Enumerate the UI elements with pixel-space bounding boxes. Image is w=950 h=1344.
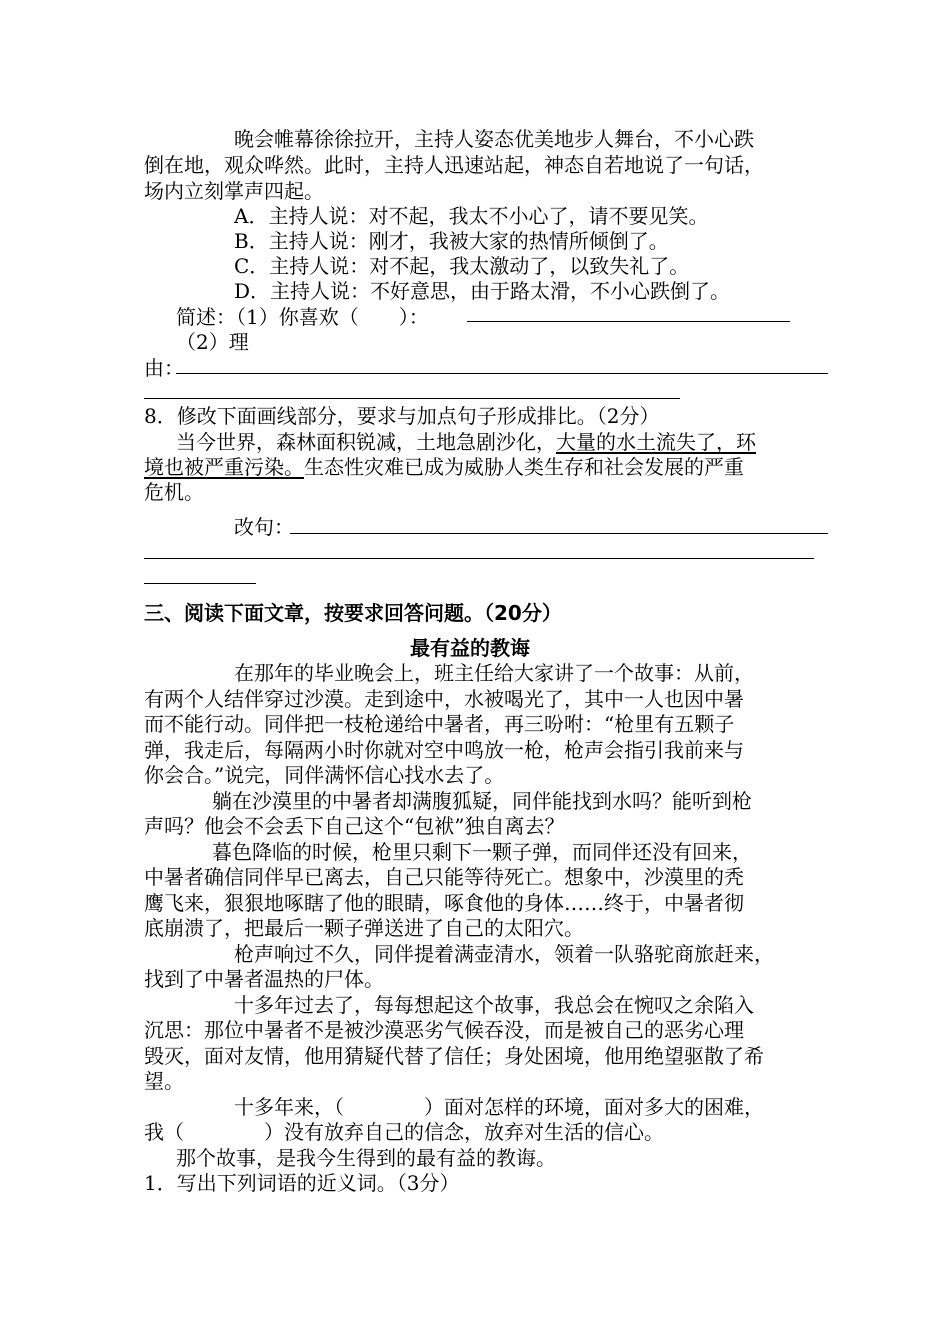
article-title: 最有益的教诲 xyxy=(410,636,530,660)
q7-choice-answer-line[interactable] xyxy=(467,321,790,322)
article-line-6: 躺在沙漠里的中暑者却满腹狐疑，同伴能找到水吗？能听到枪 xyxy=(212,789,752,813)
q7-passage-line-2: 倒在地，观众哗然。此时，主持人迅速站起，神态自若地说了一句话， xyxy=(144,153,764,177)
article-line-13: 找到了中暑者温热的尸体。 xyxy=(144,967,384,991)
q7-passage-line-3: 场内立刻掌声四起。 xyxy=(144,179,324,203)
q8-revise-label: 改句： xyxy=(234,515,294,539)
article-line-18: 十多年来，（ ）面对怎样的环境，面对多大的困难， xyxy=(234,1095,764,1119)
q8-revise-answer-line-1[interactable] xyxy=(290,533,828,534)
q7-option-a: A．主持人说：对不起，我太不小心了，请不要见笑。 xyxy=(234,204,709,228)
q8-revise-answer-line-2[interactable] xyxy=(144,558,814,559)
section-3-heading: 三、阅读下面文章，按要求回答问题。（20分） xyxy=(144,601,562,625)
q7-brief-label: 简述：（1）你喜欢（ ）： xyxy=(176,305,429,329)
article-line-15: 沉思：那位中暑者不是被沙漠恶劣气候吞没，而是被自己的恶劣心理 xyxy=(144,1018,744,1042)
q7-reason-label-1: （2）理 xyxy=(176,330,249,354)
q8-line2-post: 生态性灾难已成为威胁人类生存和社会发展的严重 xyxy=(304,455,744,479)
q8-sentence-line-3: 危机。 xyxy=(144,480,204,504)
section-3-question-1: 1．写出下列词语的近义词。（3分） xyxy=(144,1171,460,1195)
q8-line1-pre: 当今世界，森林面积锐减，土地急剧沙化， xyxy=(176,430,556,454)
q8-underlined-part-1: 大量的水土流失了，环 xyxy=(556,430,756,454)
article-line-17: 望。 xyxy=(144,1069,184,1093)
article-line-16: 毁灭，面对友情，他用猜疑代替了信任；身处困境，他用绝望驱散了希 xyxy=(144,1044,764,1068)
article-line-2: 有两个人结伴穿过沙漠。走到途中，水被喝光了，其中一人也因中暑 xyxy=(144,687,744,711)
article-line-9: 中暑者确信同伴早已离去，自己只能等待死亡。想象中，沙漠里的秃 xyxy=(144,865,744,889)
article-line-14: 十多年过去了，每每想起这个故事，我总会在惋叹之余陷入 xyxy=(234,993,754,1017)
article-line-3: 而不能行动。同伴把一枝枪递给中暑者，再三吩咐：“枪里有五颗子 xyxy=(144,712,735,736)
q7-reason-label-2: 由： xyxy=(144,356,184,380)
q8-sentence-line-2 xyxy=(144,454,744,480)
article-line-10: 鹰飞来，狠狠地啄瞎了他的眼睛，啄食他的身体……终于，中暑者彻 xyxy=(144,891,744,915)
article-line-12: 枪声响过不久，同伴提着满壶清水，领着一队骆驼商旅赶来， xyxy=(234,942,774,966)
q7-option-d: D．主持人说：不好意思，由于路太滑，不小心跌倒了。 xyxy=(234,279,731,303)
q7-reason-answer-line-1[interactable] xyxy=(176,373,828,374)
q7-option-b: B．主持人说：刚才，我被大家的热情所倾倒了。 xyxy=(234,229,669,253)
q7-passage-line-1: 晚会帷幕徐徐拉开，主持人姿态优美地步人舞台，不小心跌 xyxy=(234,127,754,151)
article-line-4: 弹，我走后，每隔两小时你就对空中鸣放一枪，枪声会指引我前来与 xyxy=(144,738,744,762)
q7-reason-answer-line-2[interactable] xyxy=(144,398,680,399)
q8-underlined-part-2: 境也被严重污染。 xyxy=(144,455,304,479)
q8-prompt: 8．修改下面画线部分，要求与加点句子形成排比。（2分） xyxy=(144,404,660,428)
q7-option-c: C．主持人说：对不起，我太激动了，以致失礼了。 xyxy=(234,254,690,278)
article-line-11: 底崩溃了，把最后一颗子弹送进了自己的太阳穴。 xyxy=(144,916,584,940)
article-line-7: 声吗？他会不会丢下自己这个“包袱”独自离去？ xyxy=(144,814,565,838)
article-line-5: 你会合。”说完，同伴满怀信心找水去了。 xyxy=(144,763,505,787)
article-line-20: 那个故事，是我今生得到的最有益的教诲。 xyxy=(176,1146,556,1170)
q8-revise-answer-line-3[interactable] xyxy=(144,583,256,584)
article-line-19: 我（ ）没有放弃自己的信念，放弃对生活的信心。 xyxy=(144,1120,664,1144)
article-line-1: 在那年的毕业晚会上，班主任给大家讲了一个故事：从前， xyxy=(234,661,754,685)
article-line-8: 暮色降临的时候，枪里只剩下一颗子弹，而同伴还没有回来， xyxy=(212,840,752,864)
q8-sentence-line-1 xyxy=(176,429,756,455)
